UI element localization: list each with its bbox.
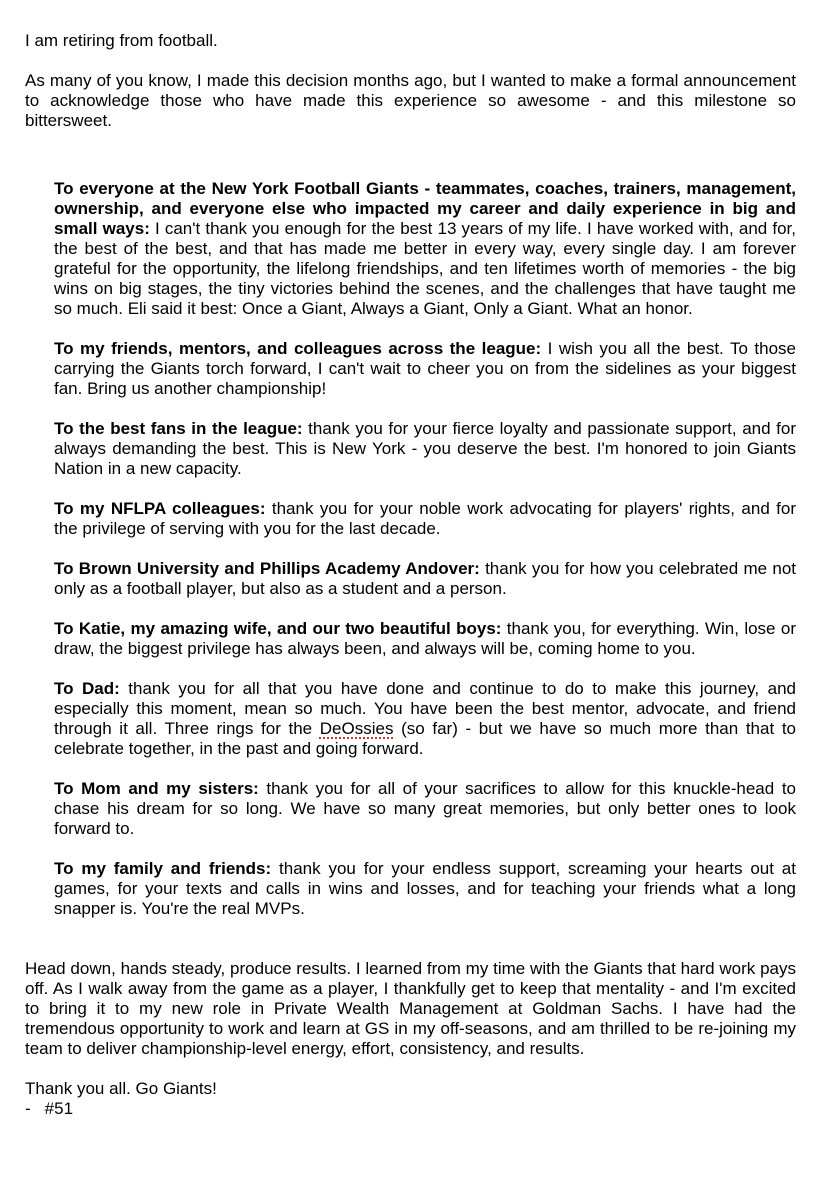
thanks-family-wife-lead: To Katie, my amazing wife, and our two beautiful boys: — [54, 619, 502, 638]
intro-paragraph: As many of you know, I made this decision months ago, but I wanted to make a formal announcement to acknowledge those who have made this experience so awesome - and this milestone so bittersweet. — [25, 71, 796, 130]
thanks-schools-lead: To Brown University and Phillips Academy Andover: — [54, 559, 480, 578]
thanks-fans-body: thank you for your fierce loyalty and passionate support, and for always demanding the best. This is New York - you deserve the best. I'm honored to join Giants Nation in a new capacity. — [54, 419, 796, 478]
thanks-fans — [54, 419, 796, 479]
thanks-dad-body-before: thank you for all that you have done and continue to do to make this journey, and especially this moment, mean so much. You have been the best mentor, advocate, and friend through it all. Three rings for the — [54, 679, 796, 738]
thanks-mom-sisters-body: thank you for all of your sacrifices to allow for this knuckle-head to chase his dream for so long. We have so many great memories, but only better ones to look forward to. — [54, 779, 796, 838]
thanks-fans-lead: To the best fans in the league: — [54, 419, 303, 438]
thanks-family-friends-body: thank you for your endless support, screaming your hearts out at games, for your texts and calls in wins and losses, and for teaching your friends what a long snapper is. You're the real MVPs. — [54, 859, 796, 918]
thanks-mom-sisters-lead: To Mom and my sisters: — [54, 779, 259, 798]
thanks-nflpa-lead: To my NFLPA colleagues: — [54, 499, 266, 518]
spellcheck-flagged-word[interactable]: DeOssies — [319, 719, 394, 738]
opening-line: I am retiring from football. — [25, 31, 218, 50]
signature — [25, 1099, 796, 1119]
thank-you-list — [25, 179, 796, 919]
closing-paragraph: Head down, hands steady, produce results. I learned from my time with the Giants that hard work pays off. As I walk away from the game as a player, I thankfully get to keep that mentality - and I'm excited to bring it to my new role in Private Wealth Management at Goldman Sachs. I have had the tremendous opportunity to work and learn at GS in my off-seasons, and am thrilled to be re-joining my team to deliver championship-level energy, effort, consistency, and results. — [25, 959, 796, 1058]
thanks-family-wife — [54, 619, 796, 659]
thanks-family-wife-body: thank you, for everything. Win, lose or draw, the biggest privilege has always been, and always will be, coming home to you. — [54, 619, 796, 658]
thanks-nflpa — [54, 499, 796, 539]
signoff-line: Thank you all. Go Giants! — [25, 1079, 217, 1098]
thanks-giants — [54, 179, 796, 319]
signature-dash: - — [25, 1099, 31, 1118]
thanks-family-friends-lead: To my family and friends: — [54, 859, 272, 878]
thanks-mom-sisters — [54, 779, 796, 839]
thanks-league — [54, 339, 796, 399]
thanks-dad-lead: To Dad: — [54, 679, 120, 698]
thanks-schools-body: thank you for how you celebrated me not only as a football player, but also as a student and a person. — [54, 559, 796, 598]
thanks-nflpa-body: thank you for your noble work advocating for players' rights, and for the privilege of serving with you for the last decade. — [54, 499, 796, 538]
thanks-league-lead: To my friends, mentors, and colleagues across the league: — [54, 339, 542, 358]
thanks-dad-body-after: (so far) - but we have so much more than that to celebrate together, in the past and going forward. — [54, 719, 797, 758]
thanks-league-body: I wish you all the best. To those carrying the Giants torch forward, I can't wait to cheer you on from the sidelines as your biggest fan. Bring us another championship! — [54, 339, 796, 398]
thanks-family-friends — [54, 859, 796, 919]
thanks-dad — [54, 679, 796, 759]
thanks-giants-body: I can't thank you enough for the best 13 years of my life. I have worked with, and for, the best of the best, and that has made me better in every way, every single day. I am forever grateful for the opportunity, the lifelong friendships, and ten lifetimes worth of memories - the big wins on big stages, the tiny victories behind the scenes, and the challenges that have taught me so much. Eli said it best: Once a Giant, Always a Giant, Only a Giant. What an honor. — [54, 219, 796, 318]
signature-number: #51 — [44, 1099, 74, 1118]
thanks-schools — [54, 559, 796, 599]
thanks-giants-lead: To everyone at the New York Football Giants - teammates, coaches, trainers, management, ownership, and everyone else who impacted my career and daily experience in big and small ways: — [54, 179, 796, 238]
